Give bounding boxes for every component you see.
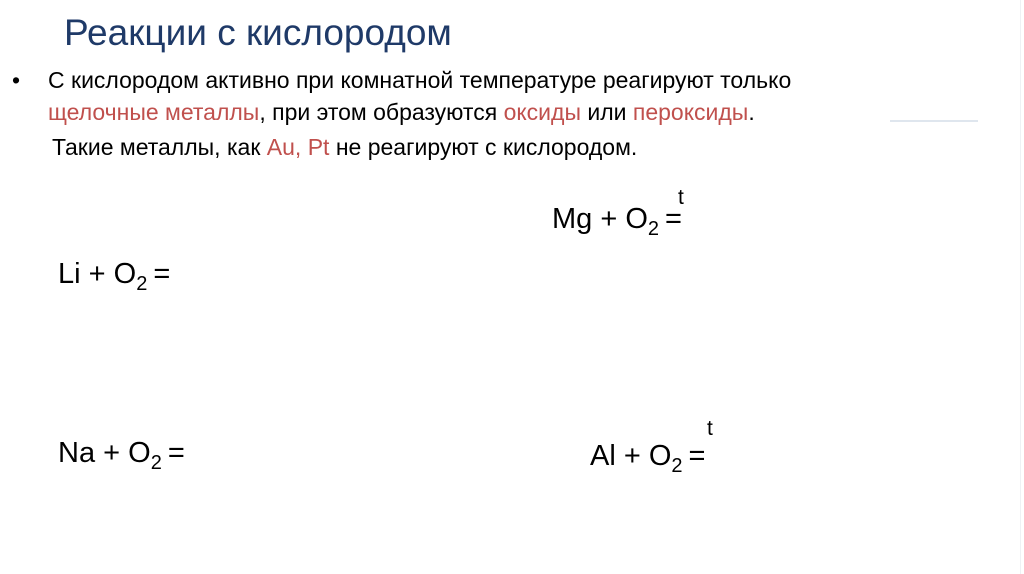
equation-lhs: Na + O: [58, 437, 151, 469]
equation-mg: [552, 203, 682, 240]
equation-li: [58, 258, 171, 295]
subscript: 2: [647, 218, 660, 240]
paragraph-text: или: [587, 99, 627, 125]
subscript: 2: [136, 273, 148, 295]
condition-temperature: t: [707, 417, 713, 440]
slide-title: Реакции с кислородом: [64, 12, 452, 53]
subscript: 2: [671, 455, 683, 477]
equation-lhs: Al + O: [590, 440, 672, 472]
equation-na: [58, 437, 185, 474]
bullet-marker: •: [12, 67, 21, 93]
note-paragraph: [52, 134, 637, 161]
equals-sign: =: [167, 437, 185, 469]
highlight-alkali-metals: щелочные металлы: [48, 99, 260, 125]
bullet-paragraph: [48, 64, 988, 128]
highlight-oxides: оксиды: [503, 99, 581, 125]
equals-sign: =: [688, 440, 706, 472]
note-text: Такие металлы, как: [52, 134, 261, 160]
highlight-peroxides: пероксиды: [632, 99, 749, 125]
paragraph-text: .: [748, 99, 755, 125]
paragraph-text: , при этом образуются: [259, 99, 498, 125]
subscript: 2: [150, 452, 162, 474]
note-text: не реагируют с кислородом.: [335, 134, 638, 160]
equation-lhs: Li + O: [58, 258, 137, 290]
slide-edge: [1020, 0, 1021, 574]
equals-sign: =: [665, 203, 682, 235]
condition-temperature: t: [678, 186, 684, 209]
paragraph-line-2: [48, 96, 988, 128]
equation-lhs: Mg + O: [552, 203, 648, 235]
highlight-au-pt: Au, Pt: [266, 134, 330, 160]
equation-al: [590, 440, 706, 477]
paragraph-line-1: С кислородом активно при комнатной температуре реагируют только: [48, 67, 792, 93]
equals-sign: =: [153, 258, 171, 290]
